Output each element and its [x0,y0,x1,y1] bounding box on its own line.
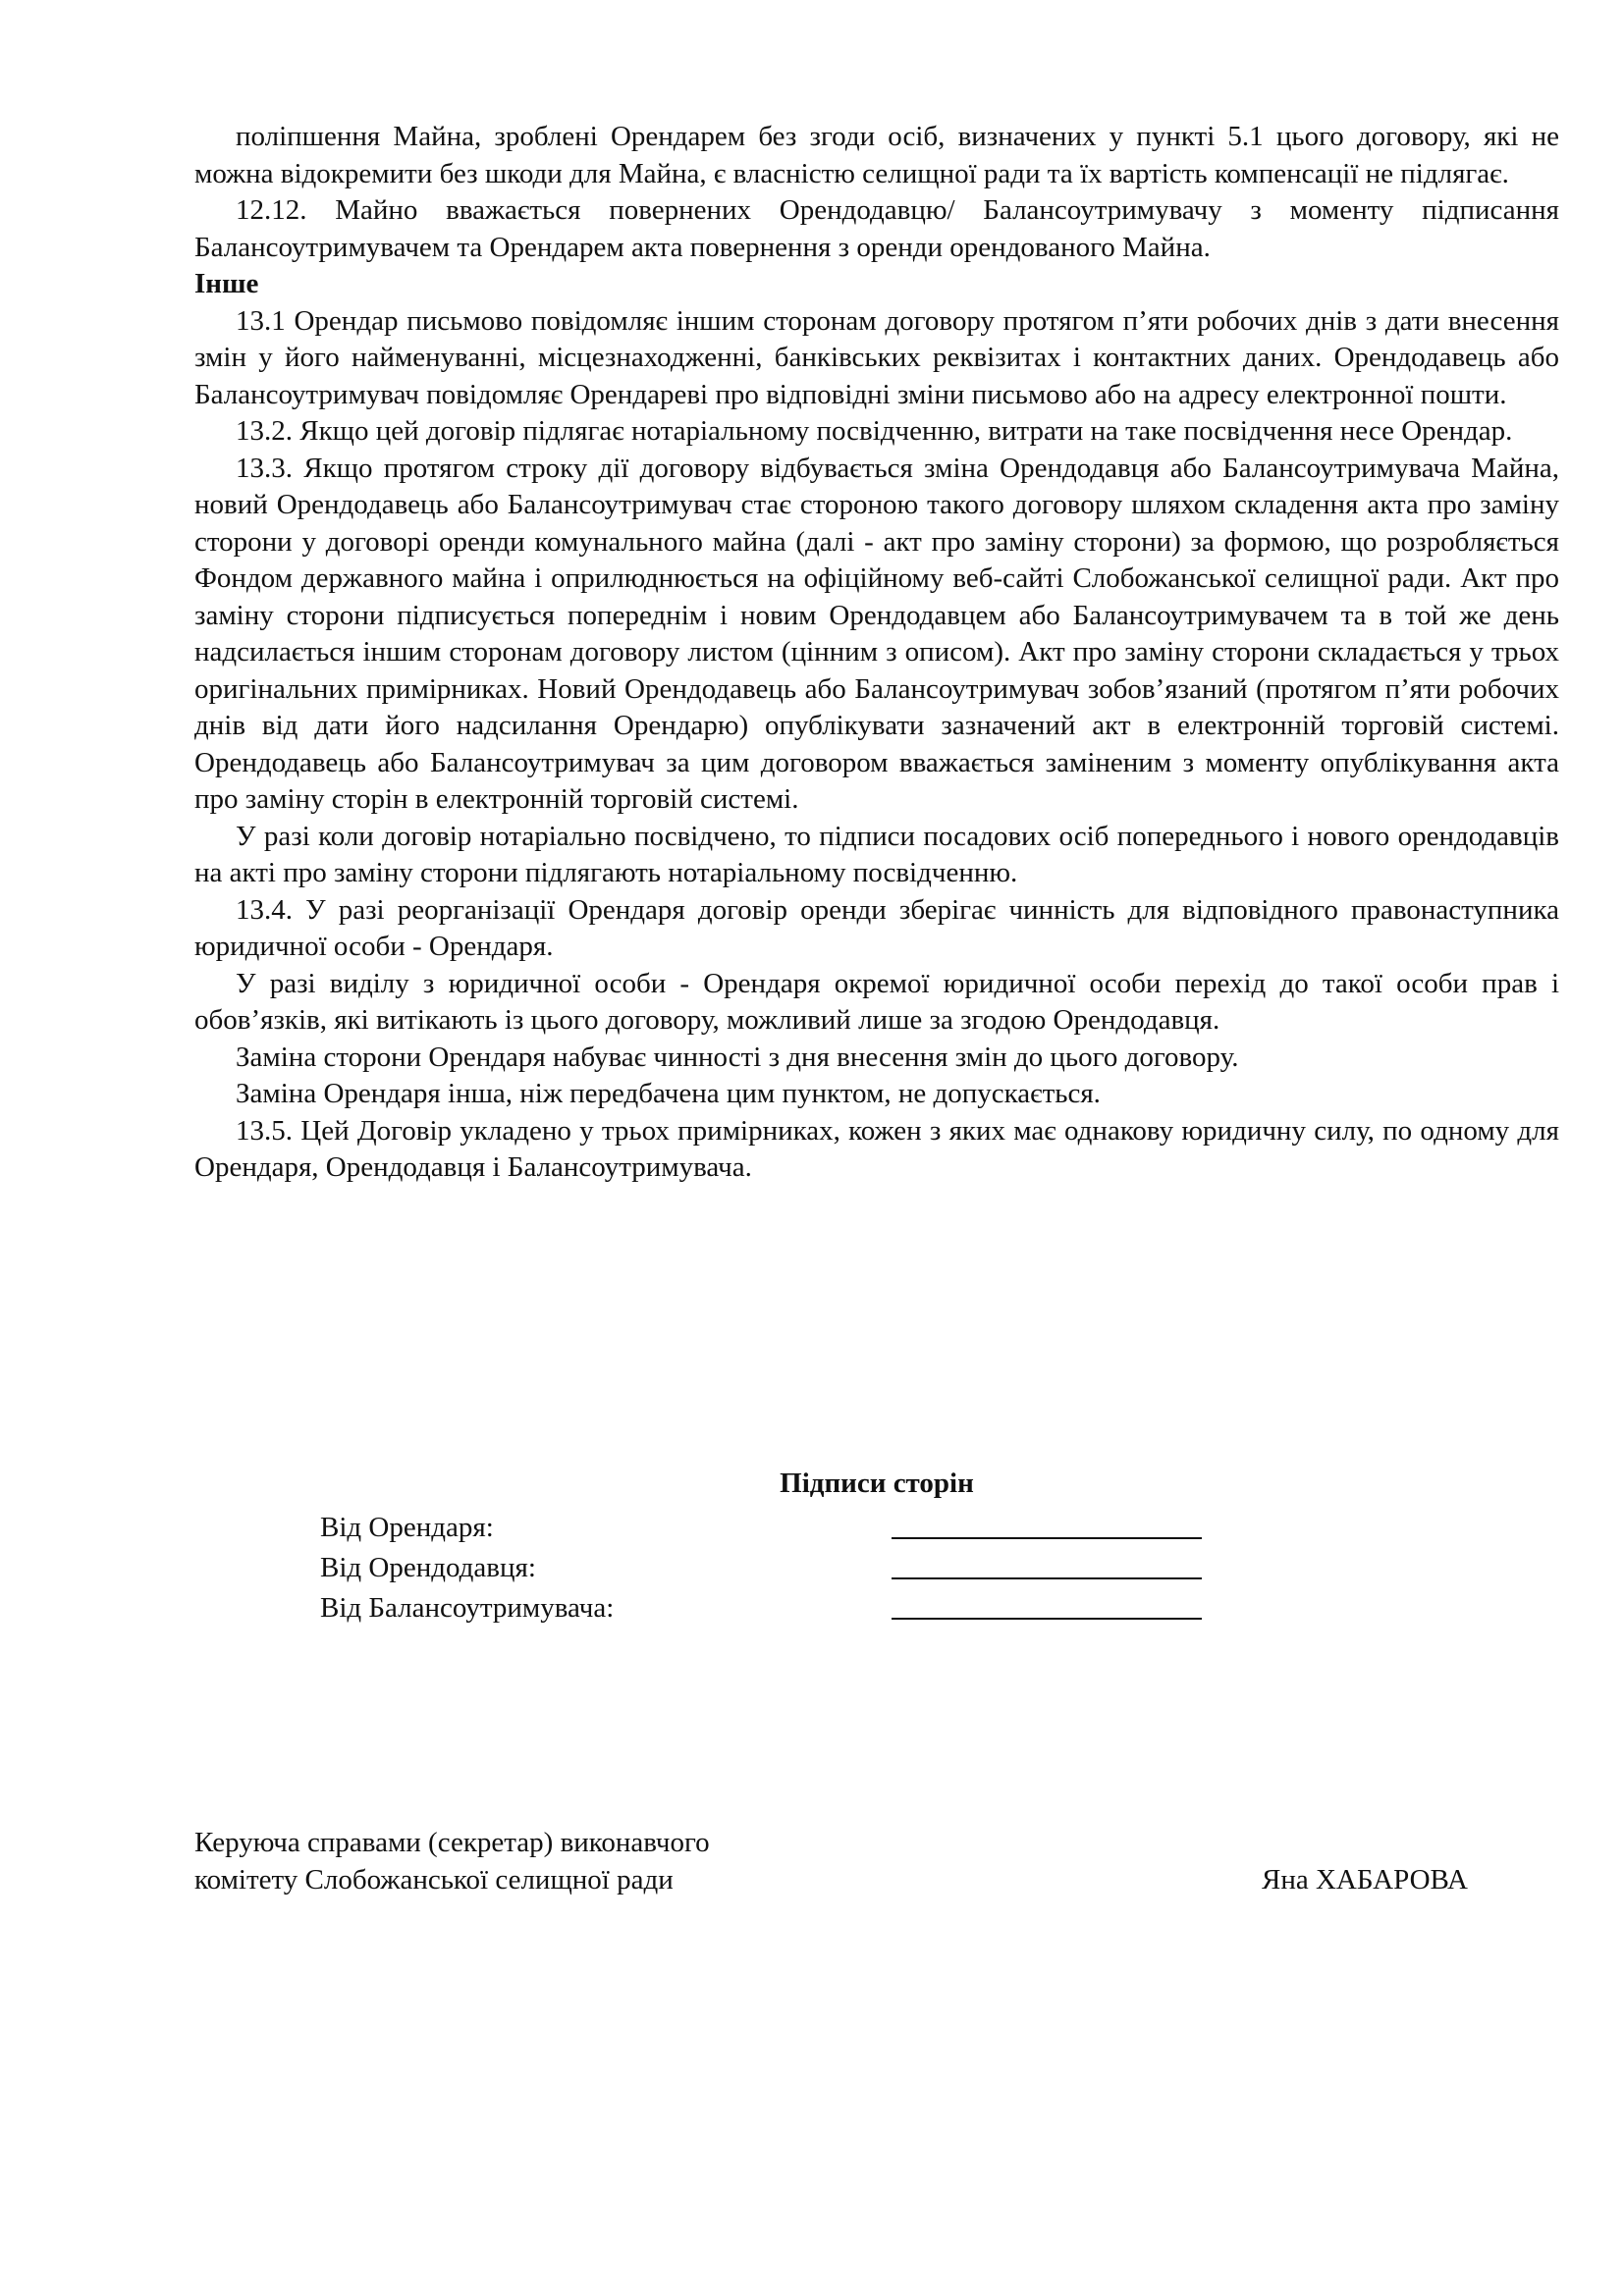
signature-line-tenant [892,1537,1202,1539]
signature-row-tenant [194,1510,1559,1550]
signature-line-balance-holder [892,1618,1202,1620]
signature-label-landlord: Від Орендодавця: [320,1551,536,1583]
footer-position-line-1: Керуюча справами (секретар) виконавчого [194,1827,710,1858]
footer-position-line-2: комітету Слобожанської селищної ради [194,1863,674,1896]
paragraph-13-4-division: У разі виділу з юридичної особи - Орендаря окремої юридичної особи перехід до такої особи прав і обов’язків, які витікають із цього договору, можливий лише за згодою Орендодавця. [194,967,1559,1036]
paragraph-13-1: 13.1 Орендар письмово повідомляє іншим сторонам договору протягом п’яти робочих днів з дати внесення змін у його найменуванні, місцезнаходженні, банківських реквізитах і контактних даних. Орендодавець або Балансоутримувач повідомляє Орендареві про відповідні зміни письмово або на адресу електронної пошти. [194,304,1559,410]
signature-label-balance-holder: Від Балансоутримувача: [320,1591,615,1624]
document-body [194,119,1559,1187]
footer-signatory [194,1825,1559,1898]
signature-row-balance-holder [194,1590,1559,1630]
signature-line-landlord [892,1577,1202,1579]
paragraph-13-2: 13.2. Якщо цей договір підлягає нотаріальному посвідченню, витрати на таке посвідчення несе Орендар. [236,415,1513,447]
paragraph-13-4-other-change: Заміна Орендаря інша, ніж передбачена цим пунктом, не допускається. [236,1078,1101,1109]
paragraph-13-5: 13.5. Цей Договір укладено у трьох примірниках, кожен з яких має однакову юридичну силу, по одному для Орендаря, Орендодавця і Балансоутримувача. [194,1114,1559,1183]
signature-label-tenant: Від Орендаря: [320,1511,494,1543]
paragraph-13-4-party-change: Заміна сторони Орендаря набуває чинності з дня внесення змін до цього договору. [236,1041,1239,1073]
signature-row-landlord [194,1550,1559,1590]
signatures-block [194,1466,1559,1630]
footer-signatory-name: Яна ХАБАРОВА [1262,1863,1468,1896]
paragraph-13-3: 13.3. Якщо протягом строку дії договору відбувається зміна Орендодавця або Балансоутримувача Майна, новий Орендодавець або Балансоутримувач стає стороною такого договору шляхом складення акта про заміну сторони у договорі оренди комунального майна (далі - акт про заміну сторони) за формою, що розробляється Фондом державного майна і оприлюднюється на офіційному веб-сайті Слобожанської селищної ради. Акт про заміну сторони підписується попереднім і новим Орендодавцем або Балансоутримувачем та в той же день надсилається іншим сторонам договору листом (цінним з описом). Акт про заміну сторони складається у трьох оригінальних примірниках. Новий Орендодавець або Балансоутримувач зобов’язаний (протягом п’яти робочих днів від дати його надсилання Орендарю) опублікувати зазначений акт в електронній торговій системі. Орендодавець або Балансоутримувач за цим договором вважається заміненим з моменту опублікування акта про заміну сторін в електронній торговій системі. [194,452,1559,815]
section-heading-other: Інше [194,268,259,299]
paragraph-13-3-notarial: У разі коли договір нотаріально посвідчено, то підписи посадових осіб попереднього і нового орендодавців на акті про заміну сторони підлягають нотаріальному посвідченню. [194,820,1559,888]
paragraph-13-4: 13.4. У разі реорганізації Орендаря договір оренди зберігає чинність для відповідного правонаступника юридичної особи - Орендаря. [194,893,1559,962]
paragraph-12-11-continuation: поліпшення Майна, зроблені Орендарем без згоди осіб, визначених у пункті 5.1 цього договору, які не можна відокремити без шкоди для Майна, є власністю селищної ради та їх вартість компенсації не підлягає. [194,121,1559,189]
paragraph-12-12: 12.12. Майно вважається повернених Орендодавцю/ Балансоутримувачу з моменту підписання Балансоутримувачем та Орендарем акта повернення з оренди орендованого Майна. [194,194,1559,263]
signatures-heading: Підписи сторін [780,1468,974,1499]
